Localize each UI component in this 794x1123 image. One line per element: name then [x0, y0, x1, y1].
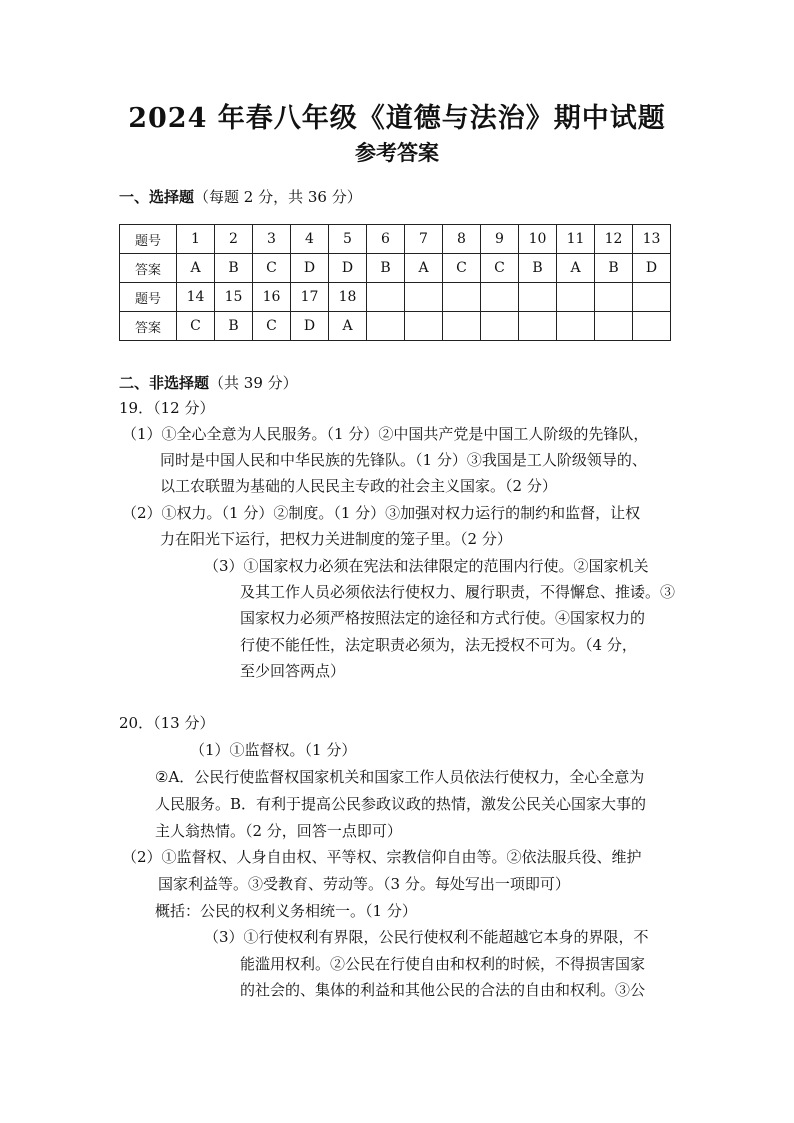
section-2-heading	[119, 372, 298, 393]
answer-line: （1）①监督权。（1 分）	[190, 741, 357, 759]
table-cell	[367, 312, 405, 341]
table-cell: 6	[367, 225, 405, 254]
table-cell: D	[291, 312, 329, 341]
table-cell: 3	[253, 225, 291, 254]
table-cell: B	[215, 254, 253, 283]
table-cell: 18	[329, 283, 367, 312]
table-cell: 9	[481, 225, 519, 254]
answer-line: 概括：公民的权利义务相统一。（1 分）	[155, 902, 417, 920]
answer-line: 主人翁热情。（2 分，回答一点即可）	[155, 822, 402, 840]
table-cell: 8	[443, 225, 481, 254]
table-cell: B	[595, 254, 633, 283]
table-cell	[557, 283, 595, 312]
answer-line: 的社会的、集体的利益和其他公民的合法的自由和权利。③公	[240, 981, 646, 999]
table-cell: 16	[253, 283, 291, 312]
table-row	[120, 254, 671, 283]
answer-line: （2）①监督权、人身自由权、平等权、宗教信仰自由等。②依法服兵役、维护	[122, 848, 642, 866]
table-cell	[367, 283, 405, 312]
table-cell	[595, 283, 633, 312]
table-cell: D	[633, 254, 671, 283]
answer-line: 以工农联盟为基础的人民民主专政的社会主义国家。（2 分）	[160, 477, 557, 495]
table-cell: 2	[215, 225, 253, 254]
table-cell: 1	[177, 225, 215, 254]
answer-line: 至少回答两点）	[240, 662, 346, 680]
table-cell: C	[253, 312, 291, 341]
answer-line: 能滥用权利。②公民在行使自由和权利的时候，不得损害国家	[240, 955, 646, 973]
answer-line: 国家利益等。③受教育、劳动等。（3 分。每处写出一项即可）	[158, 875, 570, 893]
section-1-note: （每题 2 分，共 36 分）	[194, 188, 362, 206]
table-cell	[481, 312, 519, 341]
table-cell: B	[367, 254, 405, 283]
table-cell: A	[557, 254, 595, 283]
answer-line: ②A．公民行使监督权国家机关和国家工作人员依法行使权力，全心全意为	[155, 768, 645, 786]
table-cell	[405, 283, 443, 312]
table-cell	[443, 312, 481, 341]
answer-line: 行使不能任性，法定职责必须为，法无授权不可为。（4 分，	[240, 636, 637, 654]
row-header: 答案	[120, 312, 177, 341]
table-cell: 4	[291, 225, 329, 254]
table-cell: 13	[633, 225, 671, 254]
question-19-heading: 19．（12 分）	[119, 399, 215, 417]
table-cell	[633, 312, 671, 341]
table-row	[120, 283, 671, 312]
table-cell	[481, 283, 519, 312]
row-header: 答案	[120, 254, 177, 283]
section-2-note: （共 39 分）	[209, 374, 298, 392]
table-cell: A	[405, 254, 443, 283]
question-20-heading: 20．（13 分）	[119, 714, 215, 732]
answer-table	[119, 224, 671, 341]
table-cell	[633, 283, 671, 312]
table-cell: D	[329, 254, 367, 283]
table-cell	[557, 312, 595, 341]
table-cell: 14	[177, 283, 215, 312]
table-row	[120, 312, 671, 341]
table-cell: 5	[329, 225, 367, 254]
table-cell: 12	[595, 225, 633, 254]
table-row	[120, 225, 671, 254]
table-cell: 15	[215, 283, 253, 312]
answer-line: 及其工作人员必须依法行使权力、履行职责，不得懈怠、推诿。③	[240, 583, 676, 601]
table-cell: 17	[291, 283, 329, 312]
table-cell	[405, 312, 443, 341]
answer-line: 国家权力必须严格按照法定的途径和方式行使。④国家权力的	[240, 609, 646, 627]
table-cell	[519, 283, 557, 312]
answer-line: （1）①全心全意为人民服务。（1 分）②中国共产党是中国工人阶级的先锋队，	[122, 425, 649, 443]
section-2-label: 二、非选择题	[119, 374, 210, 392]
table-cell	[443, 283, 481, 312]
answer-line: （3）①国家权力必须在宪法和法律限定的范围内行使。②国家机关	[204, 557, 649, 575]
table-cell: 7	[405, 225, 443, 254]
table-cell: B	[519, 254, 557, 283]
answer-line: （2）①权力。（1 分）②制度。（1 分）③加强对权力运行的制约和监督，让权	[122, 504, 641, 522]
table-cell: 11	[557, 225, 595, 254]
answer-line: 人民服务。B．有利于提高公民参政议政的热情，激发公民关心国家大事的	[155, 795, 647, 813]
row-header: 题号	[120, 225, 177, 254]
page-subtitle: 参考答案	[355, 140, 439, 165]
table-cell: 10	[519, 225, 557, 254]
answer-line: 力在阳光下运行，把权力关进制度的笼子里。（2 分）	[160, 530, 512, 548]
table-cell: C	[443, 254, 481, 283]
section-1-label: 一、选择题	[119, 188, 195, 206]
table-cell: D	[291, 254, 329, 283]
table-cell: C	[253, 254, 291, 283]
table-cell: B	[215, 312, 253, 341]
answer-line: （3）①行使权利有界限，公民行使权利不能超越它本身的界限，不	[204, 928, 649, 946]
table-cell: A	[177, 254, 215, 283]
table-cell: A	[329, 312, 367, 341]
answer-line: 同时是中国人民和中华民族的先锋队。（1 分）③我国是工人阶级领导的、	[160, 451, 647, 469]
page-title: 2024 年春八年级《道德与法治》期中试题	[128, 103, 666, 134]
row-header: 题号	[120, 283, 177, 312]
section-1-heading	[119, 186, 362, 207]
table-cell	[595, 312, 633, 341]
table-cell: C	[177, 312, 215, 341]
table-cell: C	[481, 254, 519, 283]
table-cell	[519, 312, 557, 341]
